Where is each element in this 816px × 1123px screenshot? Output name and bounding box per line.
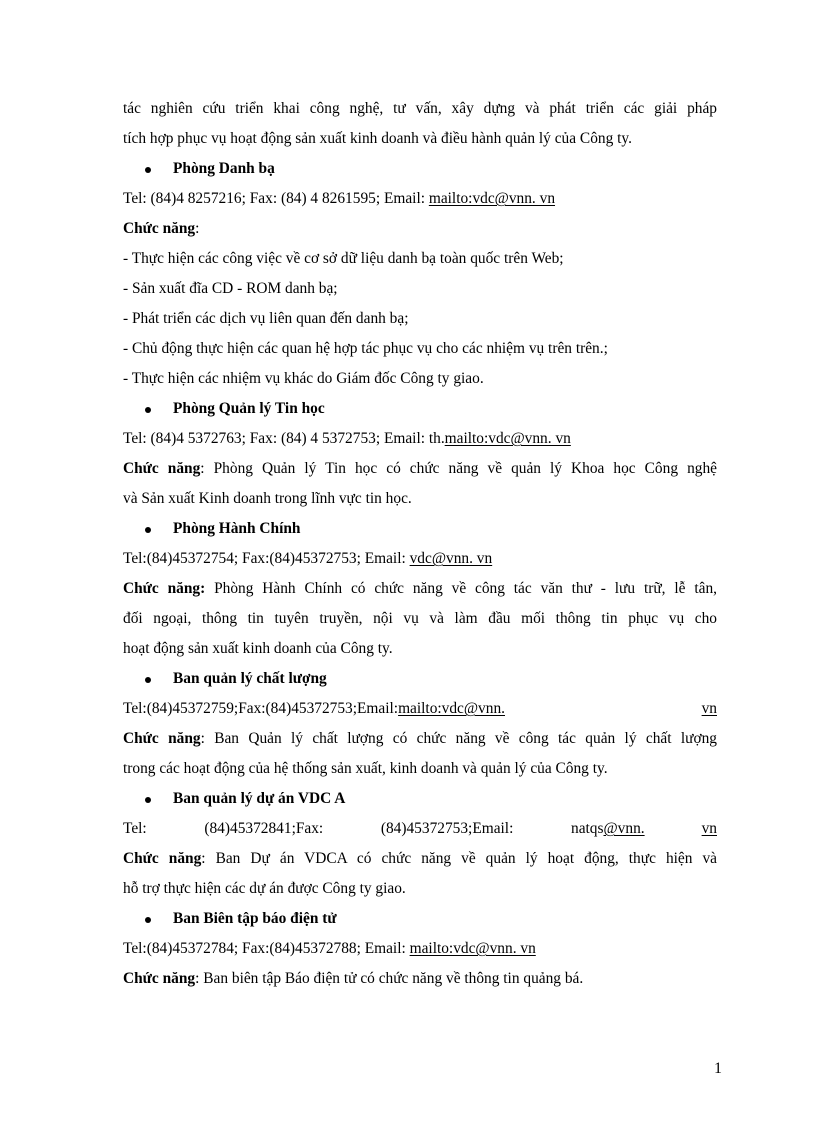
intro-line-2: tích hợp phục vụ hoạt động sản xuất kinh doanh và điều hành quản lý của Công ty.: [123, 130, 632, 147]
function-line-bao-dien-tu-1: Chức năng: Ban biên tập Báo điện tử có chức năng về thông tin quảng bá.: [123, 970, 584, 987]
section-heading-danh-ba: Phòng Danh bạ: [123, 154, 717, 184]
bullet-icon: [145, 527, 151, 533]
function-line-hanh-chinh-2: đối ngoại, thông tin tuyên truyền, nội vụ và làm đầu mối thông tin phục vụ cho: [123, 610, 717, 627]
list-item: - Phát triển các dịch vụ liên quan đến danh bạ;: [123, 310, 409, 327]
contact-line-bao-dien-tu: Tel:(84)45372784; Fax:(84)45372788; Email: mailto:vdc@vnn. vn: [123, 940, 536, 957]
email-link-danh-ba[interactable]: mailto:vdc@vnn. vn: [428, 190, 556, 207]
email-link-chat-luong[interactable]: mailto:vdc@vnn. vn: [398, 700, 717, 717]
contact-line-danh-ba: Tel: (84)4 8257216; Fax: (84) 4 8261595; Email: mailto:vdc@vnn. vn: [123, 190, 556, 207]
bullet-icon: [145, 407, 151, 413]
email-link-bao-dien-tu[interactable]: mailto:vdc@vnn. vn: [409, 940, 536, 957]
function-line-chat-luong-2: trong các hoạt động của hệ thống sản xuất, kinh doanh và quản lý của Công ty.: [123, 760, 608, 777]
bullet-icon: [145, 797, 151, 803]
section-heading-bao-dien-tu: Ban Biên tập báo điện tử: [123, 904, 717, 934]
section-heading-tin-hoc: Phòng Quản lý Tin học: [123, 394, 717, 424]
email-link-hanh-chinh[interactable]: vdc@vnn. vn: [409, 550, 493, 567]
function-line-hanh-chinh-3: hoạt động sản xuất kinh doanh của Công ty.: [123, 640, 393, 657]
page-number: 1: [714, 1060, 722, 1077]
bullet-icon: [145, 917, 151, 923]
intro-line-1: tác nghiên cứu triển khai công nghệ, tư vấn, xây dựng và phát triển các giải pháp: [123, 100, 717, 117]
list-item: - Sản xuất đĩa CD - ROM danh bạ;: [123, 280, 338, 297]
section-heading-hanh-chinh: Phòng Hành Chính: [123, 514, 717, 544]
function-line-du-an-2: hỗ trợ thực hiện các dự án được Công ty giao.: [123, 880, 406, 897]
bullet-icon: [145, 677, 151, 683]
function-label-danh-ba: Chức năng:: [123, 220, 200, 237]
section-heading-du-an: Ban quản lý dự án VDC A: [123, 784, 717, 814]
contact-line-du-an: Tel: (84)45372841;Fax: (84)45372753;Email: natqs @vnn. vn: [123, 814, 717, 844]
function-line-du-an-1: Chức năng: Ban Dự án VDCA có chức năng về quản lý hoạt động, thực hiện và: [123, 850, 717, 867]
contact-line-chat-luong: Tel:(84)45372759;Fax:(84)45372753;Email: mailto:vdc@vnn. vn: [123, 694, 717, 724]
section-heading-chat-luong: Ban quản lý chất lượng: [123, 664, 717, 694]
contact-line-tin-hoc: Tel: (84)4 5372763; Fax: (84) 4 5372753; Email: th.mailto:vdc@vnn. vn: [123, 430, 571, 447]
document-body: [123, 94, 717, 994]
list-item: - Thực hiện các công việc về cơ sở dữ liệu danh bạ toàn quốc trên Web;: [123, 250, 564, 267]
email-link-tin-hoc[interactable]: mailto:vdc@vnn. vn: [444, 430, 571, 447]
list-item: - Chủ động thực hiện các quan hệ hợp tác phục vụ cho các nhiệm vụ trên trên.;: [123, 340, 608, 357]
function-line-hanh-chinh-1: Chức năng: Phòng Hành Chính có chức năng về công tác văn thư - lưu trữ, lễ tân,: [123, 580, 717, 597]
bullet-icon: [145, 167, 151, 173]
function-line-chat-luong-1: Chức năng: Ban Quản lý chất lượng có chức năng về công tác quản lý chất lượng: [123, 730, 717, 747]
email-link-du-an[interactable]: @vnn. vn: [603, 820, 717, 837]
contact-line-hanh-chinh: Tel:(84)45372754; Fax:(84)45372753; Email: vdc@vnn. vn: [123, 550, 493, 567]
list-item: - Thực hiện các nhiệm vụ khác do Giám đốc Công ty giao.: [123, 370, 484, 387]
function-line-tin-hoc-1: Chức năng: Phòng Quản lý Tin học có chức năng về quản lý Khoa học Công nghệ: [123, 460, 717, 477]
function-line-tin-hoc-2: và Sản xuất Kinh doanh trong lĩnh vực tin học.: [123, 490, 412, 507]
